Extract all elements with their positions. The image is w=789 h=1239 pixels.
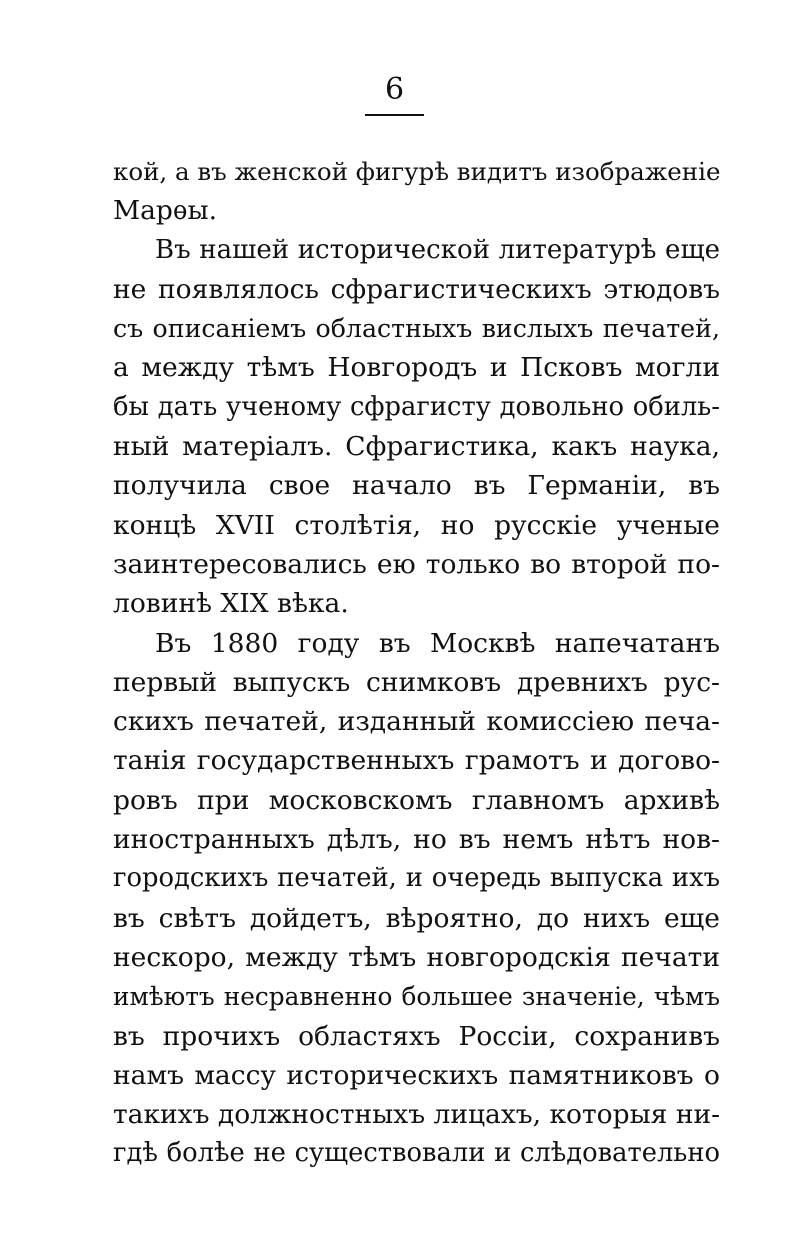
text-line: а между тѣмъ Новгородъ и Псковъ могли [113, 352, 720, 384]
paragraph-first-line: Въ нашей исторической литературѣ еще [155, 234, 720, 265]
text-line: съ описанiемъ областныхъ вислыхъ печатей, [113, 314, 720, 344]
text-line: танiя государственныхъ грамотъ и догово- [113, 745, 720, 777]
paragraph-first-line: Въ 1880 году въ Москвѣ напечатанъ [155, 627, 720, 659]
text-line: кой, а въ женской фигурѣ видитъ изображенiе [113, 157, 721, 186]
text-line: имѣютъ несравненно большее значенiе, чѣмъ [113, 982, 720, 1012]
text-line: первый выпускъ снимковъ древнихъ рус- [113, 666, 720, 698]
text-line: иностранныхъ дѣлъ, но въ немъ нѣтъ нов- [113, 824, 720, 856]
text-line: ловинѣ XIX вѣка. [113, 588, 349, 620]
text-line: бы дать ученому сфрагисту довольно обиль- [113, 391, 720, 422]
text-line: гдѣ болѣе не существовали и слѣдовательно [113, 1138, 720, 1169]
text-line: ный матерiалъ. Сфрагистика, какъ наука, [113, 431, 720, 463]
body-text [113, 152, 720, 1174]
text-line: такихъ должностныхъ лицахъ, которыя ни- [113, 1099, 721, 1131]
text-line: городскихъ печатей, и очередь выпуска ихъ [113, 863, 720, 894]
text-line: намъ массу историческихъ памятниковъ о [113, 1059, 720, 1091]
page-number [0, 72, 789, 116]
text-line: получила свое начало въ Германiи, въ [113, 470, 720, 502]
text-line: скихъ печатей, изданный комиссiею печа- [113, 706, 720, 738]
page-number-text: 6 [365, 72, 424, 116]
text-line: въ прочихъ областяхъ Россiи, сохранивъ [113, 1020, 720, 1052]
text-line: не появлялось сфрагистическихъ этюдовъ [113, 273, 720, 305]
text-line: нескоро, между тѣмъ новгородскiя печати [113, 941, 720, 973]
text-line: Марѳы. [113, 195, 218, 227]
text-line: концѣ XVII столѣтiя, но русскiе ученые [113, 509, 720, 541]
text-line: ровъ при московскомъ главномъ архивѣ [113, 784, 720, 816]
text-line: заинтересовались ею только во второй по- [113, 548, 720, 580]
text-line: въ свѣтъ дойдетъ, вѣроятно, до нихъ еще [113, 902, 720, 934]
